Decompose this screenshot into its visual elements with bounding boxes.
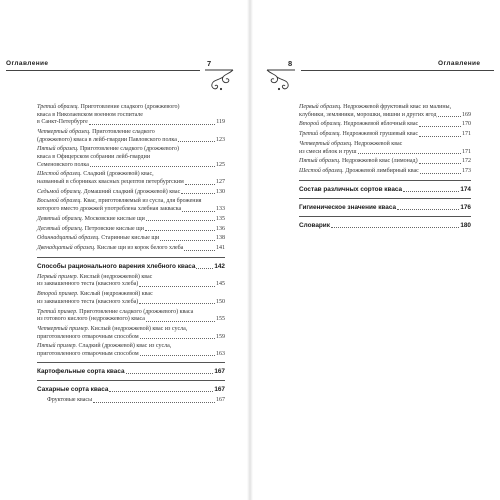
toc-entry-text <box>37 119 88 127</box>
section-divider <box>299 180 471 181</box>
leader-dots <box>185 184 215 185</box>
toc-entry-lead: Восьмой образец. <box>37 198 82 205</box>
toc-entry-line <box>37 189 225 197</box>
scroll-ornament-icon <box>263 68 297 94</box>
toc-entry-line <box>37 334 225 342</box>
toc-page-number: 138 <box>216 235 225 242</box>
toc-page-number: 119 <box>216 119 225 126</box>
toc-entry-line <box>299 141 471 149</box>
toc-entry-line <box>37 309 225 317</box>
toc-section <box>299 204 471 212</box>
toc-page-number: 167 <box>216 397 225 404</box>
toc-entry-text <box>37 206 181 214</box>
leader-dots <box>196 268 213 269</box>
toc-entry <box>37 226 225 234</box>
toc-entry-text: Кислые щи из корок белого хлеба <box>97 245 184 252</box>
leader-dots <box>146 321 215 322</box>
toc-page-number: 133 <box>216 206 225 213</box>
leader-dots <box>420 173 461 174</box>
toc-entry-text <box>299 112 437 120</box>
toc-entry <box>299 158 471 166</box>
toc-page-number: 170 <box>462 121 471 128</box>
toc-entry-text: Недрожжевой яблочный квас <box>343 121 419 128</box>
toc-entry-lead: Двенадцатый образец. <box>37 245 96 252</box>
toc-entry-line <box>299 104 471 112</box>
toc-page-number: 172 <box>462 158 471 165</box>
section-divider <box>37 257 225 258</box>
toc-entry <box>299 121 471 129</box>
toc-entry-text <box>299 121 418 129</box>
leader-dots <box>178 141 215 142</box>
toc-entry-lead: Пятый образец. <box>37 146 79 153</box>
toc-entry-line <box>299 112 471 120</box>
toc-entry-text: Дрожжевой лимбирный квас <box>345 168 419 175</box>
toc-entry <box>37 326 225 341</box>
leader-dots <box>419 136 461 137</box>
toc-entry-line <box>299 168 471 176</box>
toc-entry-text: Квас, приготовляемый из сусла, для брожения <box>83 198 202 205</box>
toc-page-number: 173 <box>462 168 471 175</box>
toc-entry-text: Кислый (недрожжевой) квас <box>80 291 153 298</box>
page-number: 7 <box>207 59 212 68</box>
toc-page-number: 150 <box>216 298 225 305</box>
right-page <box>251 0 500 500</box>
toc-entry-line <box>37 137 225 145</box>
toc-entry-lead: Четвертый образец. <box>299 140 353 147</box>
toc-entry <box>37 198 225 213</box>
toc-page-number: 180 <box>460 221 471 229</box>
toc-page-number: 171 <box>462 148 471 155</box>
toc-entry-lead: Шестой образец. <box>299 168 344 175</box>
toc-entry <box>299 141 471 156</box>
toc-entry <box>37 146 225 169</box>
toc-entry-text <box>37 162 89 170</box>
toc-entry-lead: Девятый образец. <box>37 215 84 222</box>
toc-section-title: Словарик <box>299 221 330 229</box>
toc-entry <box>37 291 225 306</box>
toc-entry-line <box>37 119 225 127</box>
toc-entry-lead: Пятый пример. <box>37 343 78 350</box>
toc-entry-line <box>37 226 225 234</box>
toc-entry-line <box>37 146 225 154</box>
toc-entry-text: Приготовление сладкого (дрожжевого) <box>80 104 180 110</box>
toc-section <box>37 386 225 394</box>
toc-entry-line <box>37 316 225 324</box>
leader-dots <box>419 126 461 127</box>
leader-dots <box>89 124 215 125</box>
toc-page-number: 135 <box>216 215 225 222</box>
toc-entry-lead: Второй образец. <box>299 121 343 128</box>
toc-entry-line <box>37 245 225 253</box>
toc-page-number: 163 <box>216 350 225 357</box>
toc-entry-text: приготовленного отварочным способом <box>37 350 139 357</box>
running-head: Оглавление <box>6 60 49 67</box>
toc-entry-line <box>37 179 225 187</box>
toc-page-number: 127 <box>216 178 225 185</box>
toc-section-title: Сахарные сорта кваса <box>37 386 109 394</box>
toc-entry-lead: Третий образец. <box>37 104 80 110</box>
toc-entry-line <box>37 351 225 359</box>
leader-dots <box>126 373 214 374</box>
toc-entry-line <box>37 162 225 170</box>
toc-entry-text: Кислый (недрожжевой) квас <box>79 273 153 280</box>
toc-page-number: 141 <box>216 245 225 252</box>
toc-entry-text: из смеси яблок и груш <box>299 148 357 155</box>
toc-entry-text <box>37 281 138 289</box>
leader-dots <box>331 227 459 228</box>
toc-entry-line <box>37 171 225 179</box>
toc-entry-text: Петровские кислые щи <box>84 225 144 232</box>
toc-entry-text <box>37 334 139 342</box>
toc-page-number: 167 <box>214 368 225 376</box>
leader-dots <box>397 209 459 210</box>
toc-entry <box>47 397 225 405</box>
toc-entry-text: (дрожжевого) кваса в лейб-гвардии Павловского полка <box>37 136 177 143</box>
toc-entry-text: названный в сборниках квасных рецептов петербургским <box>37 178 184 185</box>
toc-entry-line <box>37 235 225 243</box>
toc-entry-line <box>37 326 225 334</box>
leader-dots <box>109 391 213 392</box>
toc-entry-text <box>37 179 184 187</box>
leader-dots <box>181 193 215 194</box>
toc-page-number: 136 <box>216 225 225 232</box>
leader-dots <box>184 250 215 251</box>
toc-method-list <box>37 274 225 359</box>
header-rule <box>301 70 494 71</box>
toc-entry-lead: Первый образец. <box>299 104 342 110</box>
leader-dots <box>140 338 215 339</box>
toc-entry-line <box>37 198 225 206</box>
toc-page-number: 174 <box>460 185 471 193</box>
toc-entry-text: Сладкий (дрожжевой) квас, <box>83 171 154 178</box>
leader-dots <box>146 220 215 221</box>
toc-entry-line <box>299 149 471 157</box>
page-number: 8 <box>288 59 293 68</box>
toc-section-title: Способы рационального варения хлебного кваса <box>37 262 196 270</box>
toc-entry-text: клубники, земляники, морошки, вишни и других ягод <box>299 111 437 118</box>
toc-page-number: 155 <box>216 316 225 323</box>
toc-entry-text <box>47 397 92 405</box>
toc-entry-text: из заквашенного теста (квасного хлеба) <box>37 281 139 288</box>
toc-entry-line <box>37 281 225 289</box>
toc-right <box>299 104 471 230</box>
toc-entry-text <box>37 316 145 324</box>
toc-entry-text: Семеновского полка <box>37 161 89 168</box>
toc-entry-text <box>299 168 419 176</box>
toc-entry <box>37 104 225 127</box>
leader-dots <box>160 240 215 241</box>
toc-entry-lead: Первый пример. <box>37 273 79 280</box>
toc-entry-text: Сладкий (дрожжевой) квас из сусла, <box>78 343 172 350</box>
toc-entry-text: Недрожжевой фруктовый квас из малины, <box>343 104 452 110</box>
toc-entry-text: Кислый (недрожжевой) квас из сусла, <box>90 325 188 332</box>
toc-entry-lead: Четвертый образец. <box>37 128 91 135</box>
toc-entry <box>37 343 225 358</box>
toc-entry-text <box>37 189 180 197</box>
toc-entry-line <box>37 104 225 112</box>
toc-entry-text: Недрожжевой квас <box>354 140 403 147</box>
toc-entry-text: из заквашенного теста (квасного хлеба) <box>37 298 139 305</box>
leader-dots <box>140 355 215 356</box>
leader-dots <box>139 286 215 287</box>
leader-dots <box>90 166 215 167</box>
leader-dots <box>438 116 462 117</box>
toc-entry <box>37 245 225 253</box>
toc-entry-lead: Седьмой образец. <box>37 188 83 195</box>
toc-left <box>37 104 225 407</box>
toc-entry <box>37 235 225 243</box>
toc-entry-text <box>37 245 183 253</box>
toc-entry <box>299 131 471 139</box>
toc-entry-lead: Десятый образец. <box>37 225 84 232</box>
leader-dots <box>145 230 215 231</box>
toc-entry-text <box>37 137 177 145</box>
leader-dots <box>139 303 215 304</box>
toc-entry-text <box>37 226 144 234</box>
toc-entry-text <box>37 216 145 224</box>
toc-entry <box>37 309 225 324</box>
toc-entry-text: Приготовление сладкого (дрожжевого) кваса <box>79 308 194 315</box>
toc-entry-lead: Третий пример. <box>37 308 78 315</box>
toc-entry-text: Приготовление сладкого <box>92 128 155 135</box>
toc-page-number: 171 <box>462 131 471 138</box>
toc-entry-text: Домашний сладкий (дрожжевой) квас <box>83 188 181 195</box>
toc-sugar-list <box>37 397 225 405</box>
toc-entry-text: из готового кислого (недрожжевого) кваса <box>37 316 145 323</box>
toc-entry-line <box>37 129 225 137</box>
header-rule <box>6 70 200 71</box>
leader-dots <box>403 191 459 192</box>
toc-page-number: 169 <box>462 111 471 118</box>
toc-entry-line <box>47 397 225 405</box>
toc-page-number: 159 <box>216 333 225 340</box>
toc-entry-lead: Третий образец. <box>299 131 342 138</box>
toc-entry-line <box>37 299 225 307</box>
toc-entry-text: Старинные кислые щи <box>101 235 160 242</box>
toc-entry <box>37 274 225 289</box>
toc-entry-text: в Санкт-Петербурге <box>37 119 88 126</box>
toc-page-number: 130 <box>216 188 225 195</box>
toc-entry-lead: Пятый образец. <box>299 158 341 165</box>
toc-entry-text <box>37 235 159 243</box>
toc-entry-lead: Одиннадцатый образец. <box>37 235 100 242</box>
scroll-ornament-icon <box>203 68 237 94</box>
toc-entry-line <box>37 216 225 224</box>
toc-entry-text: Недрожжевой грушевый квас <box>342 131 418 138</box>
toc-page-number: 167 <box>214 386 225 394</box>
toc-entry <box>37 171 225 186</box>
toc-section <box>37 263 225 271</box>
toc-entry-lead: Шестой образец. <box>37 171 82 178</box>
toc-entry-text: Приготовление сладкого (дрожжевого) <box>79 146 179 153</box>
leader-dots <box>93 402 215 403</box>
toc-entry <box>299 168 471 176</box>
toc-page-number: 145 <box>216 281 225 288</box>
toc-entry-line <box>299 121 471 129</box>
toc-entry-line <box>37 154 225 162</box>
toc-page-number: 176 <box>460 203 471 211</box>
left-page <box>0 0 249 500</box>
toc-section <box>299 222 471 230</box>
toc-page-number: 142 <box>214 262 225 270</box>
toc-entry-line <box>37 343 225 351</box>
toc-entry-text: Фруктовые квасы <box>47 397 93 404</box>
toc-section <box>299 186 471 194</box>
toc-entry-lead: Второй пример. <box>37 291 79 298</box>
toc-entry-text <box>299 131 418 139</box>
toc-page-number: 125 <box>216 161 225 168</box>
leader-dots <box>358 153 461 154</box>
toc-entry-text <box>37 299 138 307</box>
toc-entry-text <box>299 149 357 157</box>
section-divider <box>37 362 225 363</box>
toc-entry-text <box>299 158 418 166</box>
toc-entry-line <box>37 291 225 299</box>
toc-entry <box>299 104 471 119</box>
toc-entry-text: приготовленного отварочным способом <box>37 333 139 340</box>
leader-dots <box>419 163 461 164</box>
toc-entry-text: Недрожжевой квас (лимонад) <box>341 158 418 165</box>
toc-entry <box>37 216 225 224</box>
toc-entry-line <box>299 131 471 139</box>
toc-entry-line <box>299 158 471 166</box>
toc-entry <box>37 189 225 197</box>
toc-section-title: Гигиеническое значение кваса <box>299 203 397 211</box>
leader-dots <box>182 211 215 212</box>
toc-section <box>37 368 225 376</box>
section-divider <box>299 198 471 199</box>
toc-entry-text: кваса в Офицерском собрании лейб-гвардии <box>37 153 151 160</box>
running-head: Оглавление <box>438 60 481 67</box>
toc-entry-text: Московские кислые щи <box>84 215 145 222</box>
toc-section-title: Картофельные сорта кваса <box>37 368 125 376</box>
toc-entry <box>37 129 225 144</box>
toc-entry-text: которого вместо дрожжей употреблена хлебная закваска <box>37 206 182 213</box>
toc-entry-text: кваса в Николаевском военном госпитале <box>37 111 143 118</box>
toc-page-number: 123 <box>216 136 225 143</box>
section-divider <box>299 216 471 217</box>
section-divider <box>37 380 225 381</box>
toc-section-title: Состав различных сортов кваса <box>299 185 403 193</box>
toc-entry-lead: Четвертый пример. <box>37 325 90 332</box>
toc-entry-text <box>37 351 139 359</box>
toc-entry-line <box>37 206 225 214</box>
